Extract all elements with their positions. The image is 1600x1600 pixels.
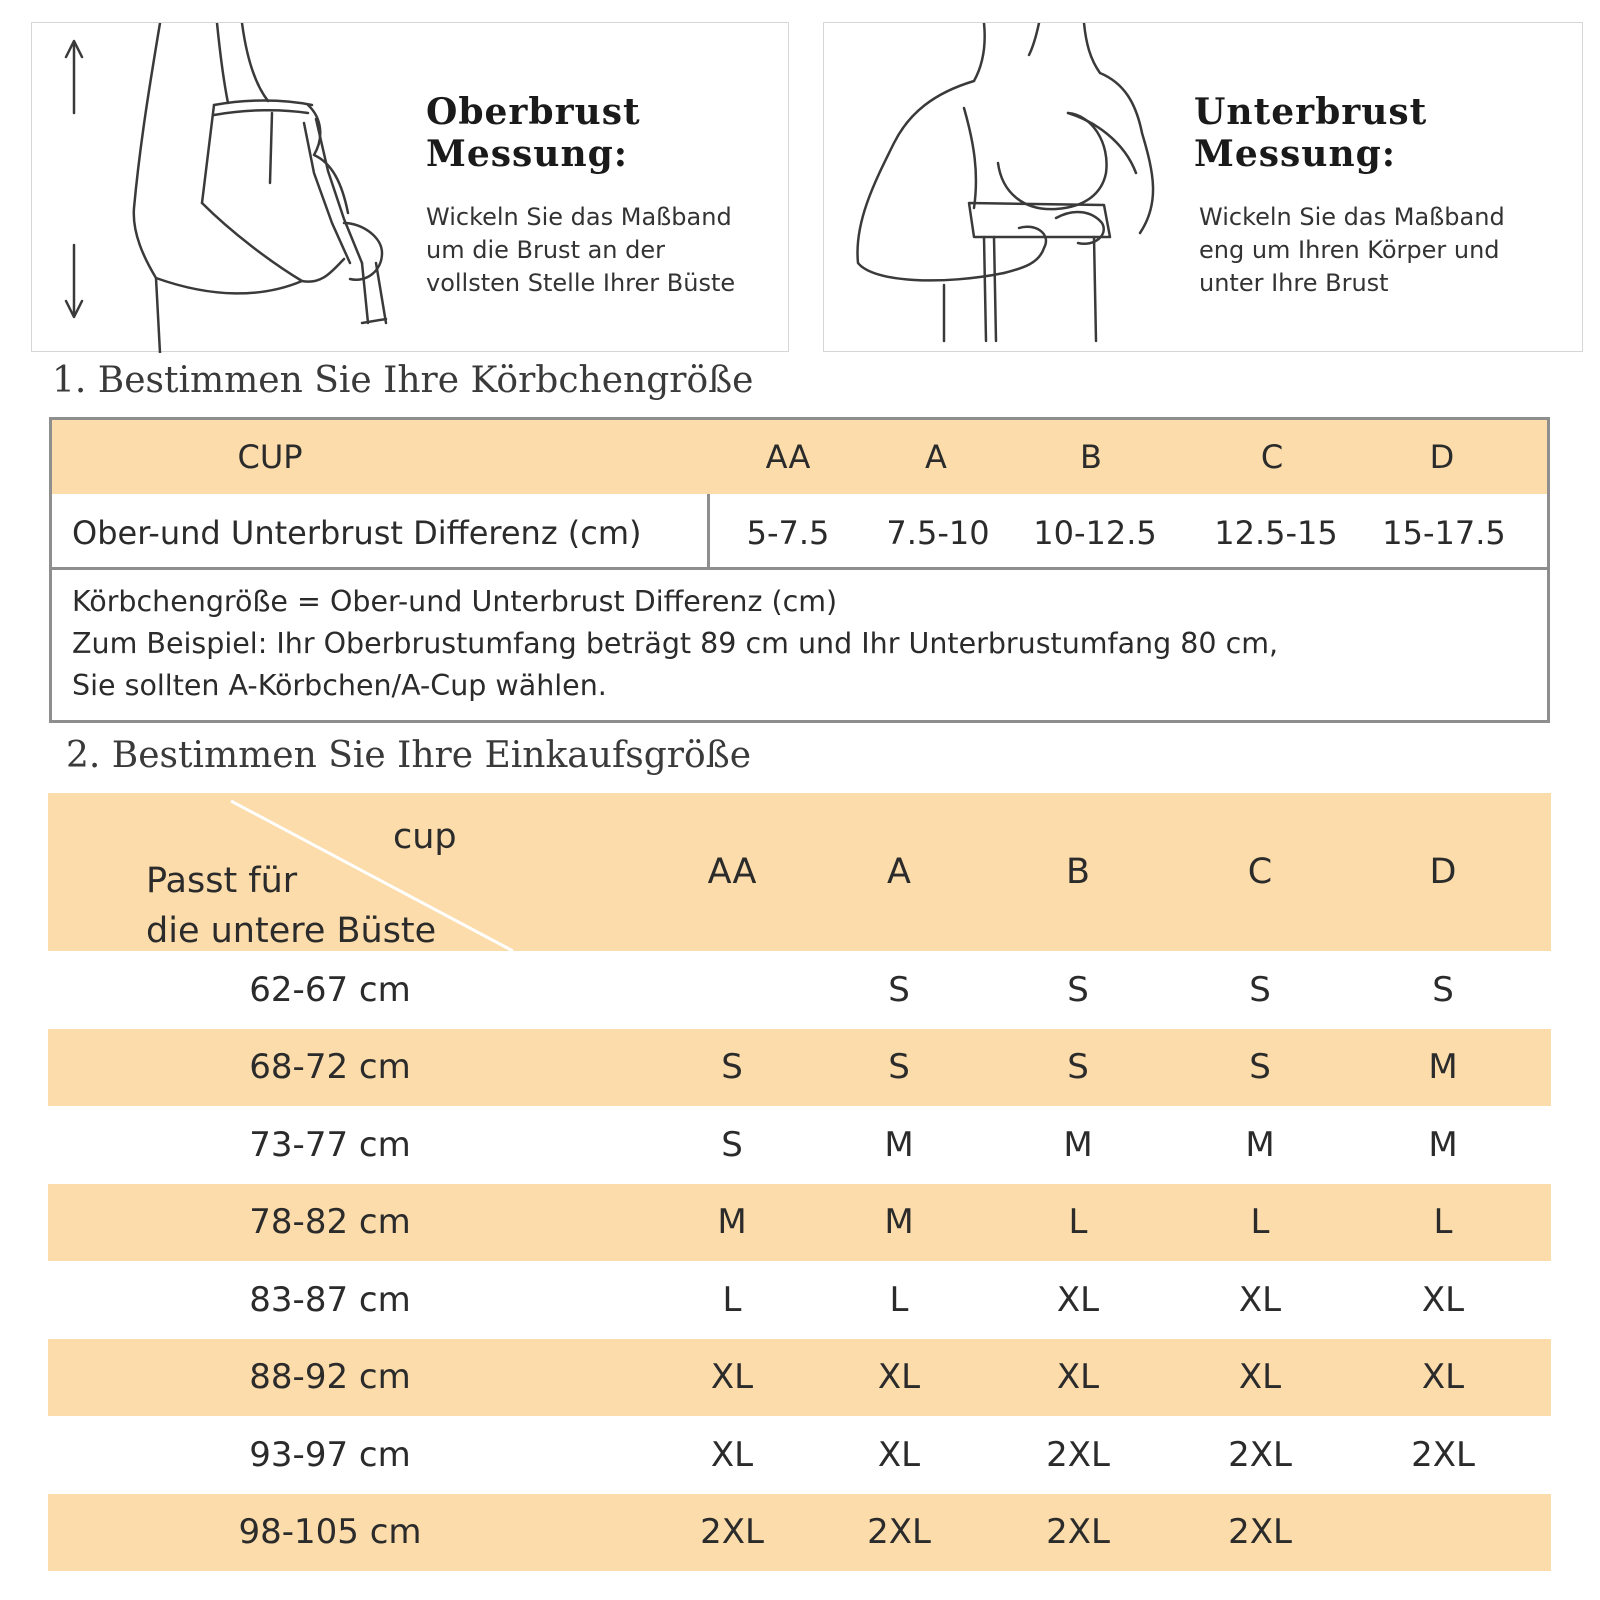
size-cell: XL (877, 1357, 921, 1398)
size-cell: 2XL (1411, 1434, 1475, 1475)
size-cell: 2XL (1228, 1512, 1292, 1553)
note-line: Sie sollten A-Körbchen/A-Cup wählen. (72, 669, 607, 702)
size-cell: M (1063, 1124, 1093, 1165)
underbust-title (1194, 91, 1427, 175)
size-cell: XL (877, 1434, 921, 1475)
size-header-aa: AA (707, 852, 757, 892)
overbust-figure-illustration (32, 23, 432, 353)
cup-header-a: A (925, 438, 947, 476)
cup-header-c: C (1260, 438, 1284, 476)
size-cell: L (1433, 1202, 1453, 1243)
overbust-description (426, 201, 735, 300)
cup-size-note (72, 581, 1278, 707)
size-header-a: A (887, 852, 911, 892)
size-cell: S (1067, 1047, 1089, 1088)
band-range: 73-77 cm (249, 1124, 411, 1165)
size-cell: S (721, 1047, 743, 1088)
size-cell: XL (1421, 1279, 1465, 1320)
overbust-title-line: Oberbrust (426, 91, 641, 133)
size-header-b: B (1065, 852, 1091, 892)
size-cell: M (1428, 1124, 1458, 1165)
shopping-size-table (48, 793, 1551, 1571)
cup-header-aa: AA (765, 438, 811, 476)
cup-table-divider (707, 494, 710, 570)
underbust-title-line: Messung: (1194, 133, 1397, 175)
size-cell: S (1249, 969, 1271, 1010)
band-range: 83-87 cm (249, 1279, 411, 1320)
cup-size-table (49, 417, 1550, 723)
band-range: 98-105 cm (238, 1512, 422, 1553)
table-row (48, 1416, 1551, 1494)
table-row (48, 1261, 1551, 1339)
size-cell: XL (710, 1357, 754, 1398)
table-row (48, 1184, 1551, 1262)
cup-header-b: B (1080, 438, 1102, 476)
overbust-measurement-panel (31, 22, 789, 352)
arrow-up-icon (66, 41, 82, 113)
size-cell: 2XL (700, 1512, 764, 1553)
difference-row-label: Ober-und Unterbrust Differenz (cm) (72, 514, 642, 552)
table-row (48, 1106, 1551, 1184)
size-cell: 2XL (1046, 1512, 1110, 1553)
header-row-label-line: Passt für (146, 861, 298, 901)
size-cell: L (889, 1279, 909, 1320)
underbust-description-line: eng um Ihren Körper und (1199, 236, 1500, 264)
size-cell: M (884, 1124, 914, 1165)
size-cell: M (1245, 1124, 1275, 1165)
band-range: 78-82 cm (249, 1202, 411, 1243)
table-row (48, 1494, 1551, 1572)
size-header-d: D (1429, 852, 1457, 892)
section-2-heading: 2. Bestimmen Sie Ihre Einkaufsgröße (66, 735, 752, 776)
section-1-heading: 1. Bestimmen Sie Ihre Körbchengröße (52, 360, 754, 401)
difference-b: 10-12.5 (1033, 514, 1157, 552)
underbust-measurement-panel (823, 22, 1583, 352)
difference-aa: 5-7.5 (746, 514, 830, 552)
note-line: Körbchengröße = Ober-und Unterbrust Differenz (cm) (72, 585, 838, 618)
header-row-label (146, 856, 436, 956)
size-cell: S (1067, 969, 1089, 1010)
arrow-down-icon (66, 245, 82, 317)
size-cell: XL (1056, 1279, 1100, 1320)
overbust-title-line: Messung: (426, 133, 629, 175)
difference-a: 7.5-10 (886, 514, 990, 552)
overbust-description-line: um die Brust an der (426, 236, 666, 264)
size-cell: S (1432, 969, 1454, 1010)
difference-d: 15-17.5 (1382, 514, 1506, 552)
band-range: 68-72 cm (249, 1047, 411, 1088)
size-cell: S (1249, 1047, 1271, 1088)
header-cup-label: cup (393, 817, 457, 857)
size-header-c: C (1247, 852, 1273, 892)
size-cell: 2XL (1228, 1434, 1292, 1475)
table-row (48, 951, 1551, 1029)
underbust-figure-illustration (824, 23, 1184, 353)
size-cell: XL (710, 1434, 754, 1475)
size-table-header (48, 793, 1551, 951)
underbust-description-line: Wickeln Sie das Maßband (1199, 203, 1505, 231)
band-range: 62-67 cm (249, 969, 411, 1010)
size-cell: L (1068, 1202, 1088, 1243)
size-cell: XL (1238, 1357, 1282, 1398)
size-cell: 2XL (1046, 1434, 1110, 1475)
note-line: Zum Beispiel: Ihr Oberbrustumfang beträgt 89 cm und Ihr Unterbrustumfang 80 cm, (72, 627, 1279, 660)
cup-header-label: CUP (237, 438, 303, 476)
size-cell: L (722, 1279, 742, 1320)
table-row (48, 1029, 1551, 1107)
size-cell: XL (1056, 1357, 1100, 1398)
underbust-description (1199, 201, 1505, 300)
band-range: 88-92 cm (249, 1357, 411, 1398)
band-range: 93-97 cm (249, 1434, 411, 1475)
size-cell: M (717, 1202, 747, 1243)
underbust-title-line: Unterbrust (1194, 91, 1428, 133)
overbust-title (426, 91, 641, 175)
size-cell: S (888, 1047, 910, 1088)
size-cell: XL (1421, 1357, 1465, 1398)
overbust-description-line: Wickeln Sie das Maßband (426, 203, 732, 231)
size-cell: S (721, 1124, 743, 1165)
size-cell: M (884, 1202, 914, 1243)
size-cell: L (1250, 1202, 1270, 1243)
overbust-description-line: vollsten Stelle Ihrer Büste (426, 269, 736, 297)
size-cell: M (1428, 1047, 1458, 1088)
size-cell: XL (1238, 1279, 1282, 1320)
difference-c: 12.5-15 (1214, 514, 1338, 552)
underbust-description-line: unter Ihre Brust (1199, 269, 1389, 297)
size-cell: 2XL (867, 1512, 931, 1553)
header-row-label-line: die untere Büste (146, 911, 437, 951)
table-row (48, 1339, 1551, 1417)
size-cell: S (888, 969, 910, 1010)
cup-header-d: D (1429, 438, 1455, 476)
